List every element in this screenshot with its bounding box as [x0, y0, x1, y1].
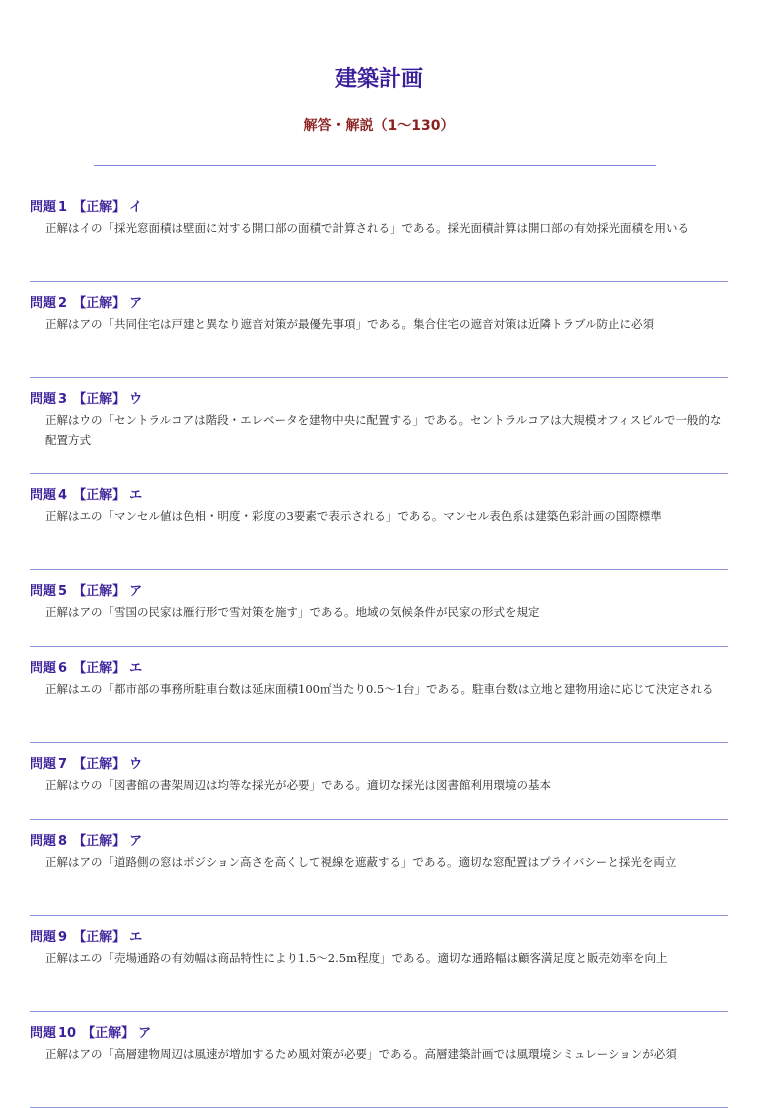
answer-item: [30, 755, 728, 820]
question-number: 1: [58, 200, 68, 215]
correct-answer: エ: [129, 930, 143, 945]
answer-heading: [30, 928, 728, 948]
header-divider: [94, 165, 656, 166]
answer-explanation: 正解はエの「マンセル値は色相・明度・彩度の3要素で表示される」である。マンセル表色系は建築色彩計画の国際標準: [45, 509, 662, 523]
question-number: 2: [58, 296, 68, 311]
answer-item: [30, 1024, 728, 1108]
answer-list: [30, 198, 728, 1108]
answer-heading: [30, 390, 728, 410]
answer-item: [30, 486, 728, 570]
answer-item: [30, 582, 728, 647]
correct-tag: 【正解】: [73, 392, 126, 407]
answer-explanation: 正解はイの「採光窓面積は壁面に対する開口部の面積で計算される」である。採光面積計算は開口部の有効採光面積を用いる: [45, 221, 689, 235]
question-label: 問題: [30, 834, 57, 849]
question-number: 3: [58, 392, 68, 407]
question-label: 問題: [30, 488, 57, 503]
answer-item: [30, 928, 728, 1012]
answer-heading: [30, 659, 728, 679]
question-number: 4: [58, 488, 68, 503]
correct-answer: エ: [129, 488, 143, 503]
correct-answer: ウ: [129, 392, 143, 407]
correct-tag: 【正解】: [73, 930, 126, 945]
answer-item: [30, 832, 728, 916]
answer-explanation: 正解はアの「高層建物周辺は風速が増加するため風対策が必要」である。高層建築計画では風環境シミュレーションが必須: [45, 1047, 677, 1061]
answer-item: [30, 294, 728, 378]
answer-item: [30, 198, 728, 282]
question-label: 問題: [30, 930, 57, 945]
document-subtitle: 解答・解説（1〜130）: [303, 118, 455, 134]
question-label: 問題: [30, 296, 57, 311]
question-number: 9: [58, 930, 68, 945]
answer-explanation: 正解はウの「図書館の書架周辺は均等な採光が必要」である。適切な採光は図書館利用環境の基本: [45, 778, 551, 792]
correct-tag: 【正解】: [73, 661, 126, 676]
correct-tag: 【正解】: [73, 488, 126, 503]
question-number: 5: [58, 584, 68, 599]
answer-item: [30, 659, 728, 743]
question-number: 6: [58, 661, 68, 676]
question-label: 問題: [30, 392, 57, 407]
correct-answer: ア: [129, 834, 143, 849]
question-number: 8: [58, 834, 68, 849]
answer-explanation: 正解はアの「道路側の窓はポジション高さを高くして視線を遮蔽する」である。適切な窓配置はプライバシーと採光を両立: [45, 855, 677, 869]
answer-heading: [30, 832, 728, 852]
answer-explanation: 正解はエの「都市部の事務所駐車台数は延床面積100㎡当たり0.5〜1台」である。駐車台数は立地と建物用途に応じて決定される: [45, 682, 714, 696]
question-number: 7: [58, 757, 68, 772]
correct-tag: 【正解】: [82, 1026, 135, 1041]
answer-heading: [30, 294, 728, 314]
answer-explanation: 正解はウの「セントラルコアは階段・エレベータを建物中央に配置する」である。セントラルコアは大規模オフィスビルで一般的な配置方式: [45, 413, 722, 447]
correct-tag: 【正解】: [73, 757, 126, 772]
answer-explanation: 正解はアの「雪国の民家は雁行形で雪対策を施す」である。地域の気候条件が民家の形式を規定: [45, 605, 540, 619]
correct-answer: ア: [138, 1026, 152, 1041]
question-label: 問題: [30, 661, 57, 676]
correct-answer: ア: [129, 584, 143, 599]
correct-answer: イ: [129, 200, 143, 215]
question-number: 10: [58, 1026, 77, 1041]
answer-item: [30, 390, 728, 474]
correct-tag: 【正解】: [73, 200, 126, 215]
correct-answer: ウ: [129, 757, 143, 772]
answer-explanation: 正解はエの「売場通路の有効幅は商品特性により1.5〜2.5m程度」である。適切な通路幅は顧客満足度と販売効率を向上: [45, 951, 668, 965]
document-title: 建築計画: [334, 67, 423, 92]
answer-heading: [30, 1024, 728, 1044]
correct-tag: 【正解】: [73, 584, 126, 599]
answer-heading: [30, 198, 728, 218]
correct-answer: エ: [129, 661, 143, 676]
answer-heading: [30, 486, 728, 506]
question-label: 問題: [30, 200, 57, 215]
answer-heading: [30, 755, 728, 775]
question-label: 問題: [30, 757, 57, 772]
answer-heading: [30, 582, 728, 602]
question-label: 問題: [30, 1026, 57, 1041]
question-label: 問題: [30, 584, 57, 599]
correct-tag: 【正解】: [73, 296, 126, 311]
correct-answer: ア: [129, 296, 143, 311]
answer-explanation: 正解はアの「共同住宅は戸建と異なり遮音対策が最優先事項」である。集合住宅の遮音対策は近隣トラブル防止に必須: [45, 317, 655, 331]
correct-tag: 【正解】: [73, 834, 126, 849]
